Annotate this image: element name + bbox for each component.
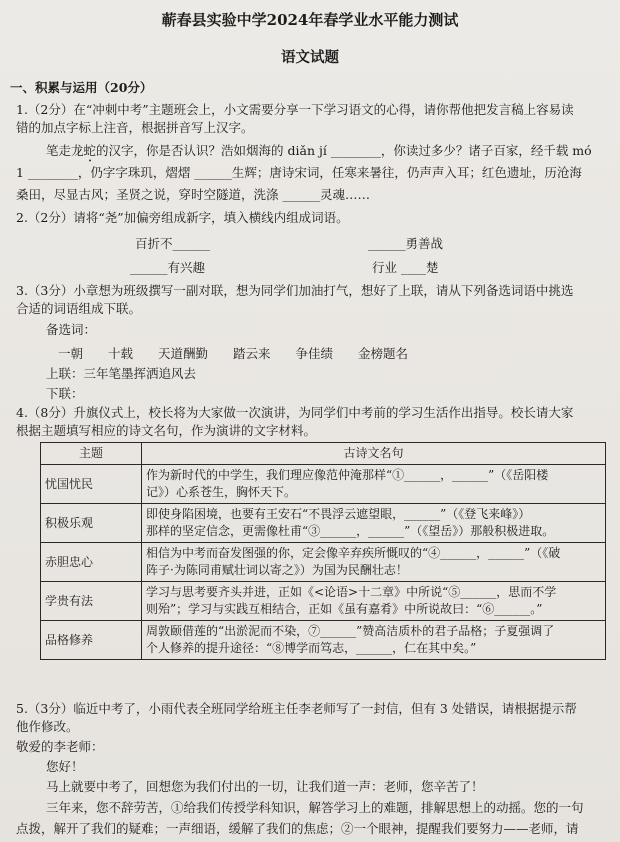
table-cell-topic: 积极乐观: [41, 504, 142, 543]
poem-table: [40, 442, 606, 660]
q1-passage-line1: [46, 143, 592, 165]
table-row: [41, 543, 606, 582]
table-cell-topic: 赤胆忠心: [41, 543, 142, 582]
q1-line2: 错的加点字标上注音，根据拼音写上汉字。: [16, 120, 254, 135]
quote-line: 个人修养的提升途径：“⑧博学而笃志，______，仁在其中矣。”: [146, 641, 477, 655]
q1-passage-b: 的汉字，你是否认识？浩如烟海的 diǎn jí ________，你读过多少？诸子百家，经千载 mó: [96, 143, 592, 158]
quote-line: 阵子·为陈同甫赋壮词以寄之》）为国为民酬壮志！: [146, 563, 408, 577]
quote-line: 则殆”；学习与实践互相结合，正如《虽有嘉肴》中所说故曰：“⑥______。”: [146, 602, 543, 616]
q2-word2: ______勇善战: [368, 236, 444, 251]
dotted-char: 蛇: [83, 143, 97, 158]
letter-hello: 您好！: [46, 759, 84, 774]
q1-passage-a: 笔走龙: [46, 143, 84, 158]
exam-title: 蕲春县实验中学2024年春学业水平能力测试: [161, 11, 459, 29]
table-header-topic: 主题: [41, 443, 142, 465]
table-cell-quote: [142, 504, 606, 543]
q5-line2: 他作修改。: [16, 719, 79, 734]
table-header-row: [41, 443, 606, 465]
q1-line1: 1.（2分）在“冲刺中考”主题班会上，小文需要分享一下学习语文的心得，请你帮他把发言稿上容易读: [16, 102, 574, 117]
letter-paragraph3: 点拨，解开了我们的疑难；一声细语，缓解了我们的焦虑；②一个眼神，提醒我们要努力——老师，请: [16, 821, 579, 836]
q1-passage-line3: 桑田，尽显古风；圣贤之说，穿时空隧道，洗涤 ______灵魂……: [16, 187, 370, 202]
table-cell-quote: [142, 465, 606, 504]
table-header-quotes: 古诗文名句: [142, 443, 606, 465]
q3-line1: 3.（3分）小章想为班级撰写一副对联，想为同学们加油打气，想好了上联，请从下列备选词语中挑选: [16, 283, 574, 298]
q5-line1: 5.（3分）临近中考了，小雨代表全班同学给班主任李老师写了一封信，但有 3 处错误，请根据提示帮: [16, 701, 577, 716]
table-cell-topic: 忧国忧民: [41, 465, 142, 504]
letter-paragraph1: 马上就要中考了，回想您为我们付出的一切，让我们道一声：老师，您辛苦了！: [46, 779, 484, 794]
q3-options-label: 备选词：: [46, 322, 97, 337]
letter-paragraph2: 三年来，您不辞劳苦，①给我们传授学科知识，解答学习上的难题，排解思想上的动摇。您的一句: [46, 800, 584, 815]
quote-line: 相信为中考而奋发图强的你，定会像辛弃疾所慨叹的“④______，______”（《破: [146, 546, 561, 560]
table-cell-topic: 学贵有法: [41, 582, 142, 621]
q3-lower-couplet: 下联：: [46, 386, 84, 401]
table-cell-quote: [142, 621, 606, 660]
section-heading: 一、积累与运用（20分）: [10, 80, 153, 95]
q1-passage-line2: 1 ________，仍字字珠玑，熠熠 ______生辉；唐诗宋词，任寒来暑往，仍声声入耳；红色遗址，历沧海: [16, 165, 582, 180]
q4-line1: 4.（8分）升旗仪式上，校长将为大家做一次演讲，为同学们中考前的学习生活作出指导。校长请大家: [16, 405, 574, 420]
q3-line2: 合适的词语组成下联。: [16, 301, 142, 316]
q2-word4: 行业 ____楚: [372, 260, 439, 275]
table-row: [41, 582, 606, 621]
table-cell-topic: 品格修养: [41, 621, 142, 660]
q4-line2: 根据主题填写相应的诗文名句，作为演讲的文字材料。: [16, 423, 317, 438]
q3-options: 一朝 十载 天道酬勤 踏云来 争佳绩 金榜题名: [58, 346, 409, 361]
letter-greeting: 敬爱的李老师：: [16, 739, 104, 754]
table-row: [41, 504, 606, 543]
exam-subtitle: 语文试题: [281, 49, 339, 66]
q2-line1: 2.（2分）请将“尧”加偏旁组成新字，填入横线内组成词语。: [16, 210, 349, 225]
quote-line: 学习与思考要齐头并进，正如《<论语>十二章》中所说“⑤______，思而不学: [146, 585, 557, 599]
quote-line: 作为新时代的中学生，我们理应像范仲淹那样“①______，______”（《岳阳楼: [146, 468, 549, 482]
q3-upper-couplet: 上联：三年笔墨挥洒追风去: [46, 366, 197, 381]
quote-line: 那样的坚定信念，更需像杜甫“③______，______”（《望岳》）那般积极进取。: [146, 524, 555, 538]
quote-line: 即使身陷困境，也要有王安石“不畏浮云遮望眼，______”（《登飞来峰》）: [146, 507, 531, 521]
table-cell-quote: [142, 543, 606, 582]
table-row: [41, 621, 606, 660]
quote-line: 周敦颐借莲的“出淤泥而不染，⑦______”赞高洁质朴的君子品格；子夏强调了: [146, 624, 555, 638]
table-row: [41, 465, 606, 504]
table-cell-quote: [142, 582, 606, 621]
quote-line: 记》）心系苍生，胸怀天下。: [146, 485, 297, 499]
q2-word1: 百折不______: [135, 236, 211, 251]
q2-word3: ______有兴趣: [130, 260, 206, 275]
